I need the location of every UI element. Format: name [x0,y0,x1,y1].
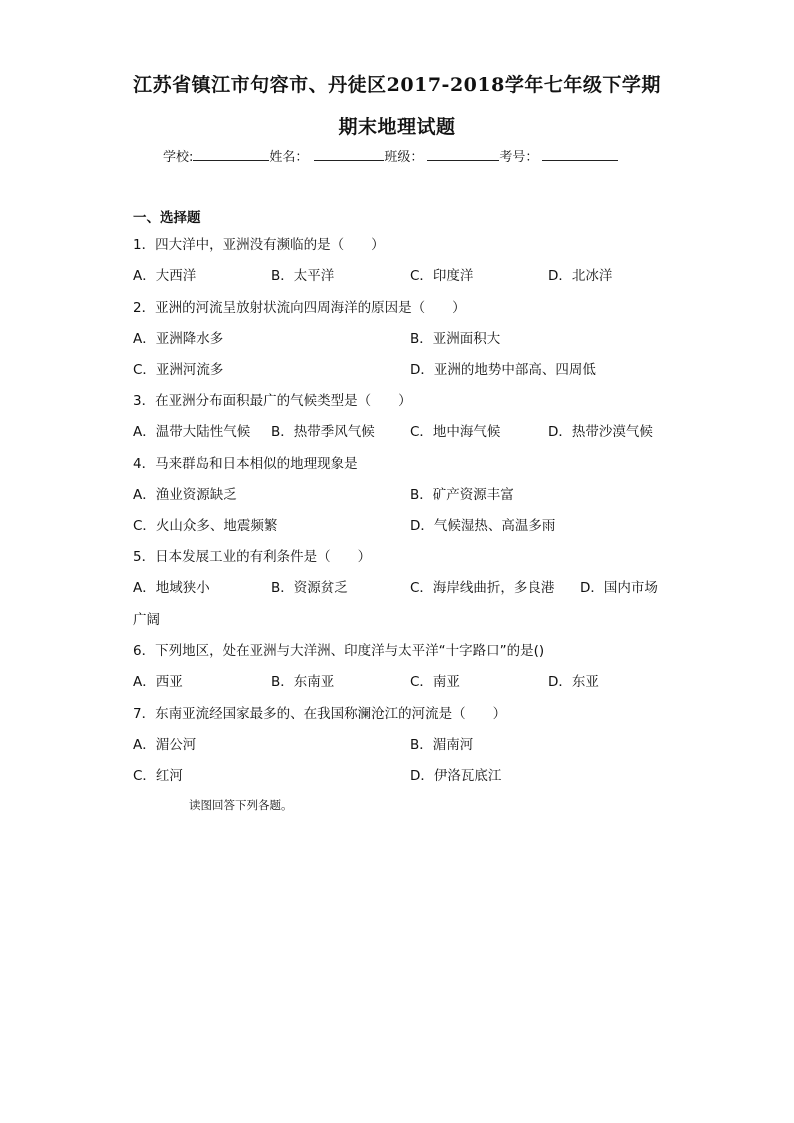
question-stem: 5．日本发展工业的有利条件是（ ） [133,549,372,565]
option: C．地中海气候 [410,424,501,440]
option: C．南亚 [410,674,460,690]
option: A．温带大陆性气候 [133,424,251,440]
option: A．地域狭小 [133,580,210,596]
question-stem: 2．亚洲的河流呈放射状流向四周海洋的原因是（ ） [133,300,466,316]
question-stem: 7．东南亚流经国家最多的、在我国称澜沧江的河流是（ ） [133,706,507,722]
name-blank [314,148,384,161]
option: B．矿产资源丰富 [410,487,514,503]
option: C．红河 [133,768,183,784]
name-label: 姓名： [269,150,309,165]
school-blank [193,148,269,161]
question-stem: 1．四大洋中，亚洲没有濒临的是（ ） [133,237,385,253]
number-label: 考号： [499,150,539,165]
instruction-note: 读图回答下列各题。 [189,798,293,812]
option: B．太平洋 [271,268,335,284]
question-stem: 4．马来群岛和日本相似的地理现象是 [133,456,358,472]
option: D．热带沙漠气候 [548,424,653,440]
option: C．亚洲河流多 [133,362,224,378]
question-stem: 6．下列地区，处在亚洲与大洋洲、印度洋与太平洋“十字路口”的是() [133,643,545,659]
option: A．渔业资源缺乏 [133,487,237,503]
option: D．气候湿热、高温多雨 [410,518,556,534]
option: D．国内市场 [580,580,658,596]
option: A．大西洋 [133,268,197,284]
document-title-line-2: 期末地理试题 [338,116,456,138]
option: D．北冰洋 [548,268,613,284]
option: C．海岸线曲折，多良港 [410,580,555,596]
option: A．湄公河 [133,737,197,753]
document-title-line-1: 江苏省镇江市句容市、丹徒区2017-2018学年七年级下学期 [133,74,661,96]
option: B．东南亚 [271,674,335,690]
class-label: 班级： [384,150,424,165]
option: C．印度洋 [410,268,474,284]
option: B．热带季风气候 [271,424,375,440]
option: D．伊洛瓦底江 [410,768,502,784]
section-heading: 一、选择题 [133,210,201,226]
option: D．东亚 [548,674,599,690]
option: B．亚洲面积大 [410,331,501,347]
student-info-row [163,146,618,165]
option-wrap-text: 广阔 [133,612,160,628]
school-label: 学校: [163,150,194,165]
option: D．亚洲的地势中部高、四周低 [410,362,596,378]
option: B．资源贫乏 [271,580,348,596]
number-blank [542,148,618,161]
option: A．亚洲降水多 [133,331,224,347]
question-stem: 3．在亚洲分布面积最广的气候类型是（ ） [133,393,412,409]
option: C．火山众多、地震频繁 [133,518,278,534]
option: B．湄南河 [410,737,474,753]
option: A．西亚 [133,674,183,690]
class-blank [427,148,499,161]
